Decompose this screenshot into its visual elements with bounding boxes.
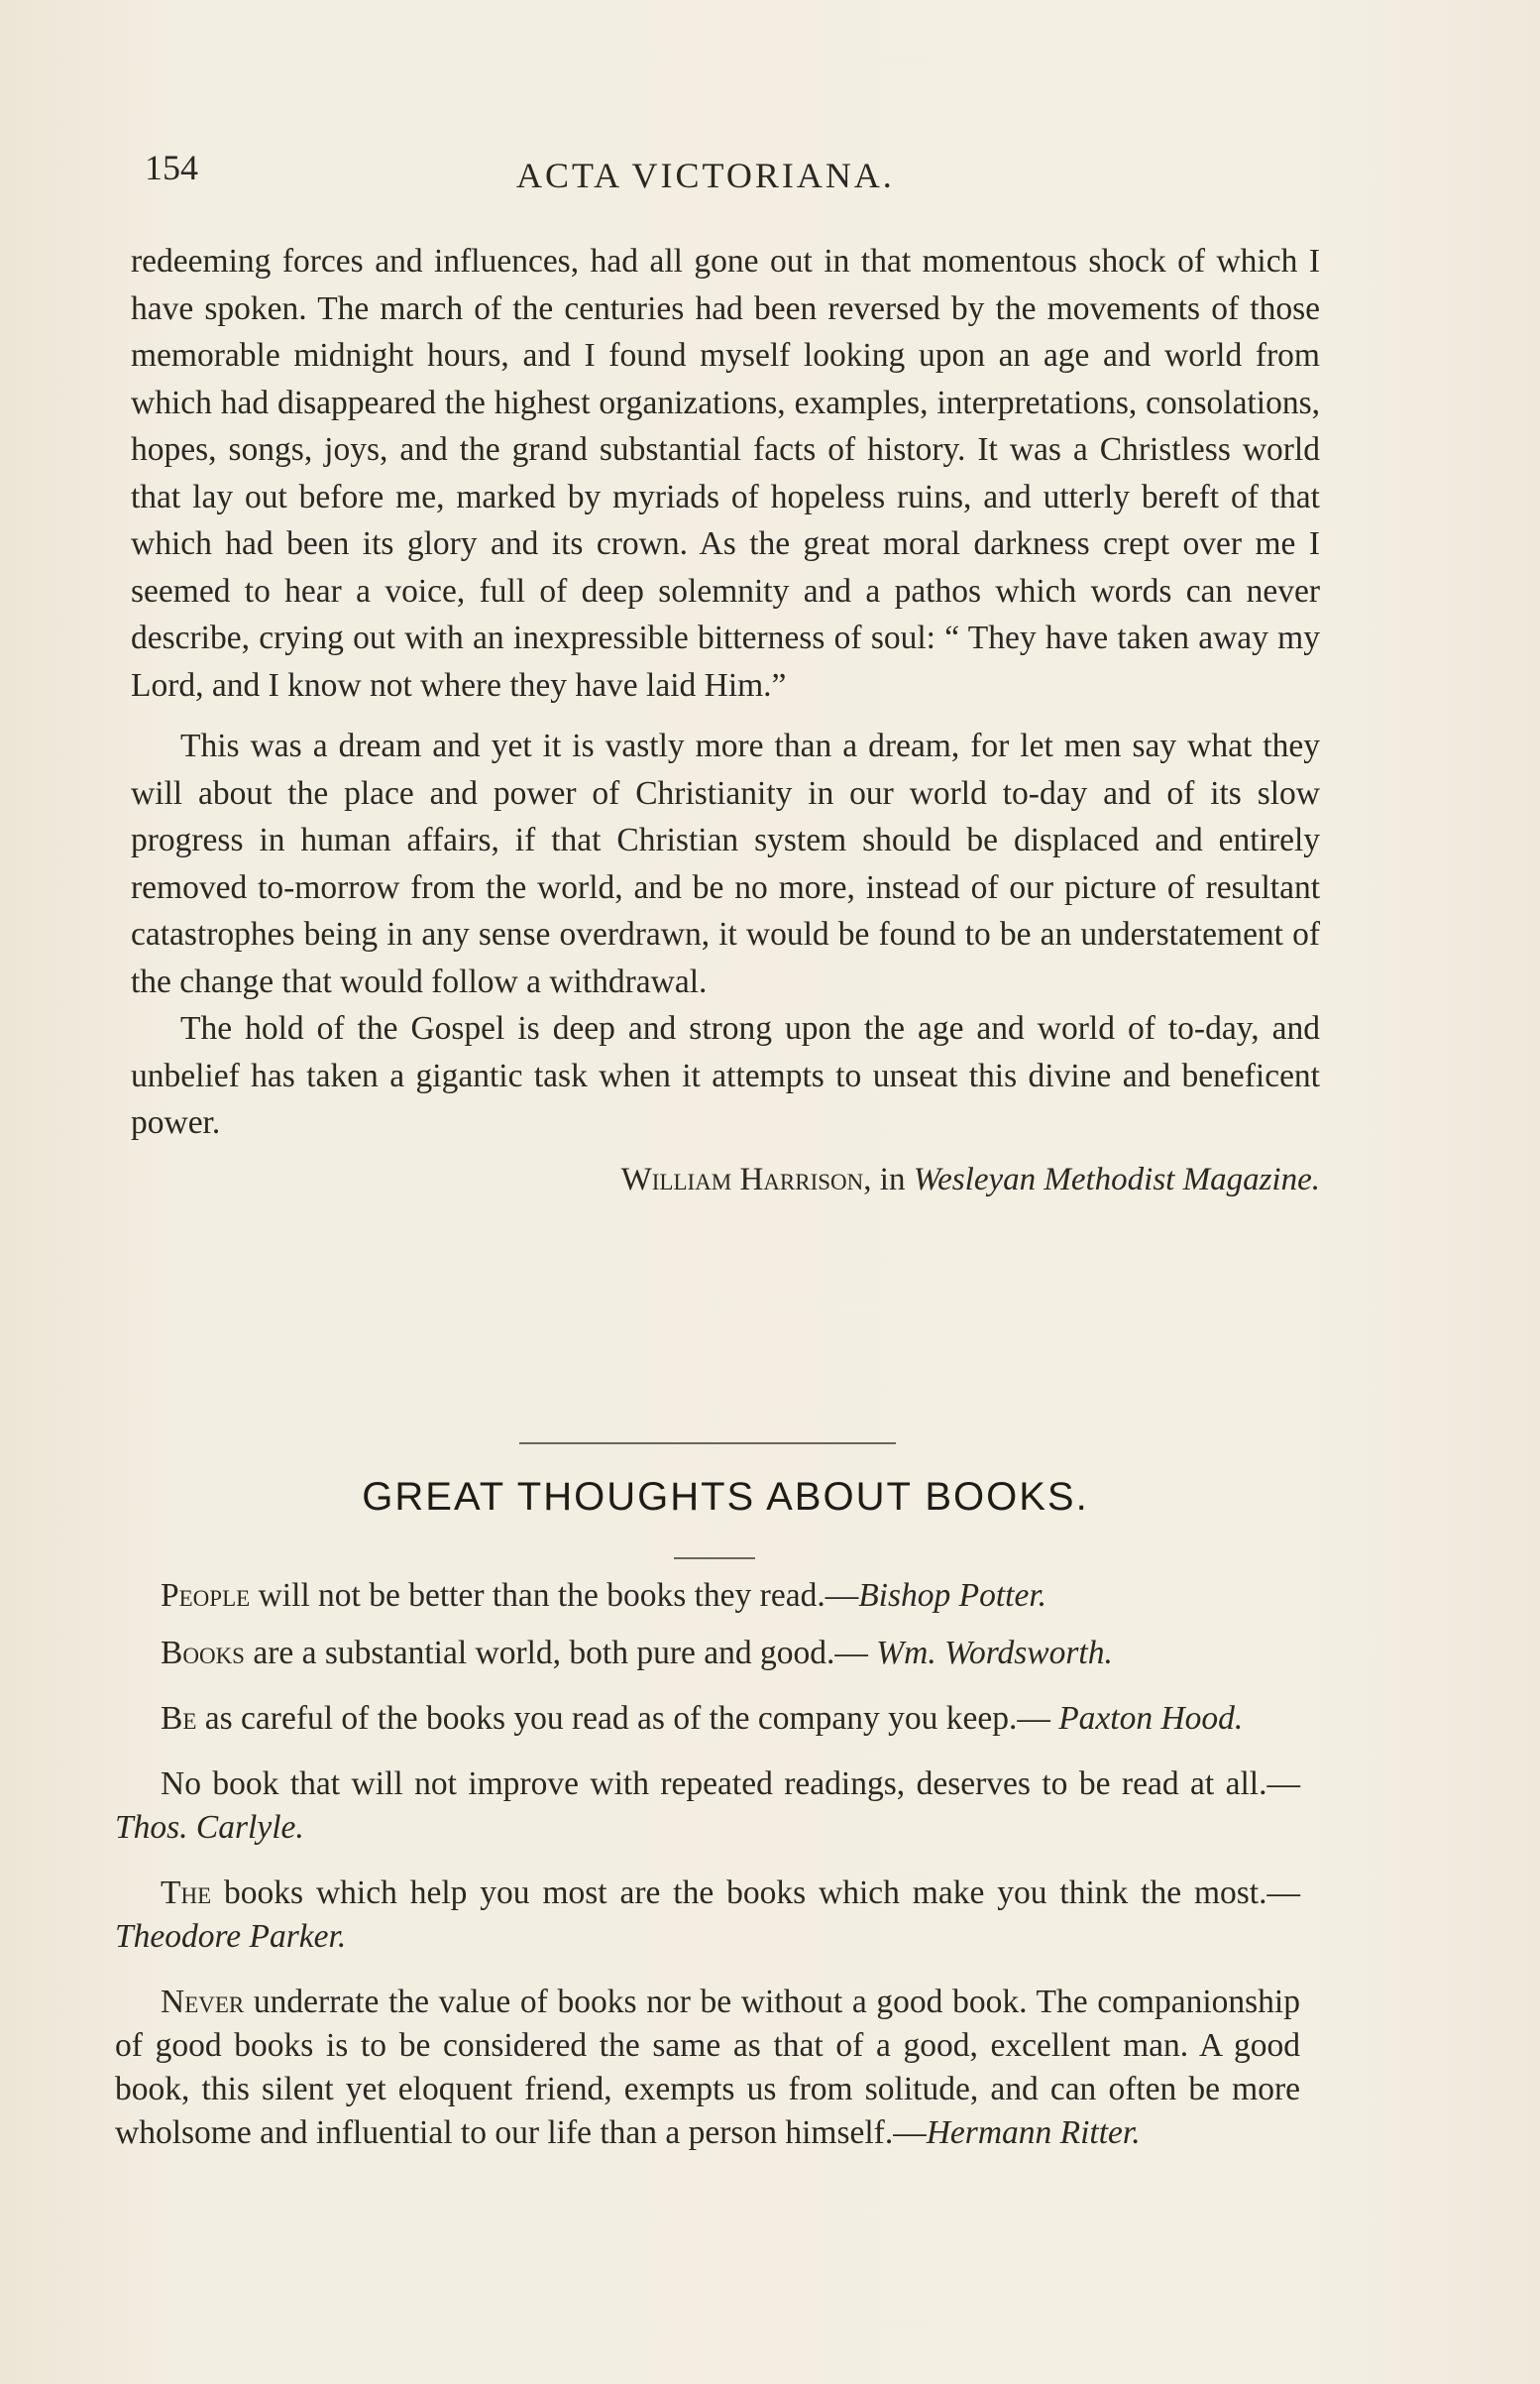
article-body	[131, 238, 1320, 1203]
quote-lead: People	[161, 1577, 251, 1614]
quote-author: Thos. Carlyle.	[115, 1809, 304, 1846]
attribution-connector: , in	[863, 1161, 914, 1197]
paragraph: The hold of the Gospel is deep and strong upon the age and world of to-day, and unbelief has taken a gigantic task when it attempts to unseat this divine and beneficent power.	[131, 1010, 1320, 1141]
quote-text: No book that will not improve with repeated readings, deserves to be read at all.—	[161, 1765, 1300, 1802]
quote-item	[115, 1632, 1300, 1675]
section-divider	[519, 1442, 896, 1444]
attribution-author: William Harrison	[620, 1161, 864, 1197]
quote-text: as careful of the books you read as of the company you keep.—	[196, 1700, 1059, 1737]
quote-lead: Never	[161, 1984, 245, 2020]
quote-text: are a substantial world, both pure and good.—	[244, 1635, 877, 1671]
quote-author: Theodore Parker.	[115, 1918, 347, 1955]
quote-author: Paxton Hood.	[1058, 1700, 1244, 1737]
quote-lead: Books	[161, 1635, 245, 1671]
quote-item	[115, 1697, 1300, 1741]
title-rule	[674, 1557, 755, 1559]
quote-text: underrate the value of books nor be without a good book. The companionship of good books is to be considered the same as that of a good, excellent man. A good book, this silent yet eloquent friend, exempts us from solitude, and can often be more wholsome and influential to our life than a person himself.—	[115, 1984, 1300, 2151]
quote-lead: The	[161, 1874, 212, 1911]
quote-text: will not be better than the books they read.—	[250, 1577, 859, 1614]
quote-list	[115, 1574, 1300, 2177]
quote-lead: Be	[161, 1700, 197, 1737]
section-title: GREAT THOUGHTS ABOUT BOOKS.	[362, 1475, 1089, 1519]
page-number: 154	[145, 148, 198, 187]
quote-author: Wm. Wordsworth.	[876, 1635, 1113, 1671]
quote-item	[115, 1872, 1300, 1959]
attribution-source: Wesleyan Methodist Magazine.	[913, 1161, 1320, 1197]
quote-item	[115, 1981, 1300, 2155]
paragraph: This was a dream and yet it is vastly more than a dream, for let men say what they will about the place and power of Christianity in our world to-day and of its slow progress in human affairs, if that Christian system should be displaced and entirely removed to-morrow from the world, and be no more, instead of our picture of resultant catastrophes being in any sense overdrawn, it would be found to be an understatement of the change that would follow a withdrawal.	[131, 728, 1320, 1000]
paragraph: redeeming forces and influences, had all gone out in that momentous shock of which I have spoken. The march of the centuries had been reversed by the movements of those memorable midnight hours, and I found myself looking upon an age and world from which had disappeared the highest organizations, examples, interpretations, consolations, hopes, songs, joys, and the grand substantial facts of history. It was a Christless world that lay out before me, marked by myriads of hopeless ruins, and utterly bereft of that which had been its glory and its crown. As the great moral darkness crept over me I seemed to hear a voice, full of deep solemnity and a pathos which words can never describe, crying out with an inexpressible bitterness of soul: “ They have taken away my Lord, and I know not where they have laid Him.”	[131, 243, 1320, 704]
running-title: ACTA VICTORIANA.	[516, 156, 895, 195]
article-attribution	[131, 1157, 1320, 1204]
quote-author: Bishop Potter.	[858, 1577, 1047, 1614]
quote-item	[115, 1762, 1300, 1850]
quote-text: books which help you most are the books which make you think the most.—	[211, 1874, 1300, 1911]
quote-item	[115, 1574, 1300, 1618]
page-header	[145, 147, 1324, 206]
quote-author: Hermann Ritter.	[926, 2114, 1141, 2151]
